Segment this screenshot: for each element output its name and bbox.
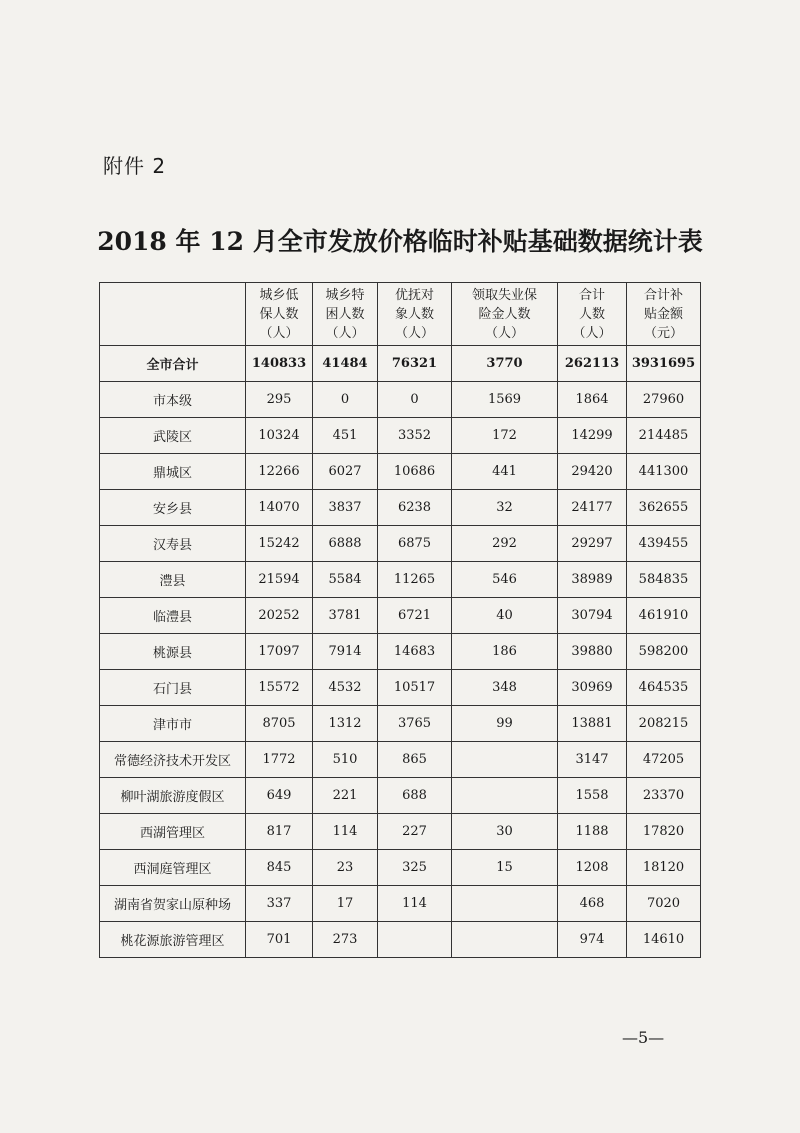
- cell-special-care: 6721: [378, 598, 452, 634]
- cell-total-people: 29297: [558, 526, 627, 562]
- cell-low-income: 8705: [246, 706, 313, 742]
- table-body: [100, 346, 701, 958]
- cell-low-income: 649: [246, 778, 313, 814]
- cell-unemployment: 292: [452, 526, 558, 562]
- cell-special-hardship: 510: [313, 742, 378, 778]
- cell-low-income: 845: [246, 850, 313, 886]
- cell-unemployment: [452, 886, 558, 922]
- cell-low-income: 12266: [246, 454, 313, 490]
- cell-total-people: 1558: [558, 778, 627, 814]
- cell-special-hardship: 221: [313, 778, 378, 814]
- cell-unemployment: 186: [452, 634, 558, 670]
- cell-region: 全市合计: [100, 346, 246, 382]
- cell-total-amount: 3931695: [627, 346, 701, 382]
- cell-total-people: 29420: [558, 454, 627, 490]
- cell-total-people: 39880: [558, 634, 627, 670]
- cell-total-people: 13881: [558, 706, 627, 742]
- cell-region: 常德经济技术开发区: [100, 742, 246, 778]
- cell-low-income: 701: [246, 922, 313, 958]
- cell-total-amount: 23370: [627, 778, 701, 814]
- cell-total-people: 468: [558, 886, 627, 922]
- cell-special-care: 227: [378, 814, 452, 850]
- cell-special-care: 865: [378, 742, 452, 778]
- cell-special-care: 11265: [378, 562, 452, 598]
- table-row: [100, 454, 701, 490]
- cell-special-care: 3352: [378, 418, 452, 454]
- cell-unemployment: 32: [452, 490, 558, 526]
- cell-unemployment: 441: [452, 454, 558, 490]
- table-row: [100, 634, 701, 670]
- cell-unemployment: 546: [452, 562, 558, 598]
- table-row: [100, 742, 701, 778]
- header-total-amount: 合计补 贴金额 （元）: [627, 283, 701, 346]
- table-row: [100, 598, 701, 634]
- table-row: [100, 922, 701, 958]
- table-row: [100, 706, 701, 742]
- statistics-table: [99, 282, 701, 958]
- cell-total-amount: 441300: [627, 454, 701, 490]
- cell-special-hardship: 1312: [313, 706, 378, 742]
- table-row: [100, 886, 701, 922]
- page-number: —5—: [622, 1028, 665, 1047]
- cell-total-people: 1864: [558, 382, 627, 418]
- cell-special-hardship: 3781: [313, 598, 378, 634]
- table-row: [100, 346, 701, 382]
- cell-total-amount: 461910: [627, 598, 701, 634]
- cell-total-people: 1208: [558, 850, 627, 886]
- cell-unemployment: 30: [452, 814, 558, 850]
- cell-total-people: 262113: [558, 346, 627, 382]
- table-row: [100, 814, 701, 850]
- cell-total-amount: 7020: [627, 886, 701, 922]
- cell-region: 柳叶湖旅游度假区: [100, 778, 246, 814]
- cell-unemployment: 99: [452, 706, 558, 742]
- cell-unemployment: 3770: [452, 346, 558, 382]
- cell-total-people: 38989: [558, 562, 627, 598]
- cell-special-care: 3765: [378, 706, 452, 742]
- cell-special-care: 14683: [378, 634, 452, 670]
- cell-region: 西洞庭管理区: [100, 850, 246, 886]
- cell-total-amount: 362655: [627, 490, 701, 526]
- cell-low-income: 1772: [246, 742, 313, 778]
- table-row: [100, 778, 701, 814]
- header-low-income: 城乡低 保人数 （人）: [246, 283, 313, 346]
- cell-region: 汉寿县: [100, 526, 246, 562]
- cell-low-income: 140833: [246, 346, 313, 382]
- cell-special-care: 688: [378, 778, 452, 814]
- cell-total-people: 30969: [558, 670, 627, 706]
- table-row: [100, 562, 701, 598]
- cell-special-hardship: 4532: [313, 670, 378, 706]
- cell-unemployment: [452, 742, 558, 778]
- cell-total-amount: 584835: [627, 562, 701, 598]
- cell-unemployment: 172: [452, 418, 558, 454]
- cell-low-income: 10324: [246, 418, 313, 454]
- cell-region: 西湖管理区: [100, 814, 246, 850]
- cell-special-care: 114: [378, 886, 452, 922]
- cell-total-amount: 208215: [627, 706, 701, 742]
- cell-total-people: 14299: [558, 418, 627, 454]
- cell-special-hardship: 0: [313, 382, 378, 418]
- cell-low-income: 15572: [246, 670, 313, 706]
- cell-unemployment: 348: [452, 670, 558, 706]
- table-header-row: [100, 283, 701, 346]
- cell-total-people: 1188: [558, 814, 627, 850]
- cell-region: 津市市: [100, 706, 246, 742]
- cell-region: 石门县: [100, 670, 246, 706]
- cell-total-people: 24177: [558, 490, 627, 526]
- cell-special-care: 6875: [378, 526, 452, 562]
- cell-special-hardship: 6027: [313, 454, 378, 490]
- table-row: [100, 382, 701, 418]
- cell-unemployment: [452, 922, 558, 958]
- cell-unemployment: 15: [452, 850, 558, 886]
- cell-total-amount: 18120: [627, 850, 701, 886]
- cell-special-hardship: 17: [313, 886, 378, 922]
- cell-low-income: 817: [246, 814, 313, 850]
- cell-region: 临澧县: [100, 598, 246, 634]
- cell-region: 鼎城区: [100, 454, 246, 490]
- cell-special-care: 6238: [378, 490, 452, 526]
- cell-special-hardship: 41484: [313, 346, 378, 382]
- cell-special-hardship: 6888: [313, 526, 378, 562]
- cell-special-hardship: 114: [313, 814, 378, 850]
- cell-unemployment: 1569: [452, 382, 558, 418]
- cell-special-hardship: 5584: [313, 562, 378, 598]
- cell-total-amount: 47205: [627, 742, 701, 778]
- cell-region: 武陵区: [100, 418, 246, 454]
- cell-low-income: 14070: [246, 490, 313, 526]
- cell-low-income: 21594: [246, 562, 313, 598]
- cell-special-care: 76321: [378, 346, 452, 382]
- cell-special-hardship: 7914: [313, 634, 378, 670]
- cell-special-care: 0: [378, 382, 452, 418]
- cell-total-amount: 14610: [627, 922, 701, 958]
- cell-total-amount: 439455: [627, 526, 701, 562]
- cell-total-amount: 598200: [627, 634, 701, 670]
- cell-low-income: 17097: [246, 634, 313, 670]
- cell-total-amount: 214485: [627, 418, 701, 454]
- document-title: 2018 年 12 月全市发放价格临时补贴基础数据统计表: [97, 227, 703, 256]
- cell-special-care: 325: [378, 850, 452, 886]
- cell-low-income: 337: [246, 886, 313, 922]
- cell-total-amount: 27960: [627, 382, 701, 418]
- cell-region: 桃源县: [100, 634, 246, 670]
- table-row: [100, 418, 701, 454]
- cell-region: 桃花源旅游管理区: [100, 922, 246, 958]
- cell-special-hardship: 3837: [313, 490, 378, 526]
- cell-total-people: 30794: [558, 598, 627, 634]
- table-row: [100, 526, 701, 562]
- cell-total-amount: 464535: [627, 670, 701, 706]
- table-row: [100, 850, 701, 886]
- header-total-people: 合计 人数 （人）: [558, 283, 627, 346]
- header-special-care: 优抚对 象人数 （人）: [378, 283, 452, 346]
- cell-region: 湖南省贺家山原种场: [100, 886, 246, 922]
- cell-region: 市本级: [100, 382, 246, 418]
- cell-special-care: [378, 922, 452, 958]
- cell-special-hardship: 273: [313, 922, 378, 958]
- header-special-hardship: 城乡特 困人数 （人）: [313, 283, 378, 346]
- header-region-blank: [100, 283, 246, 346]
- cell-total-amount: 17820: [627, 814, 701, 850]
- header-unemployment: 领取失业保 险金人数 （人）: [452, 283, 558, 346]
- cell-low-income: 20252: [246, 598, 313, 634]
- cell-total-people: 3147: [558, 742, 627, 778]
- cell-unemployment: 40: [452, 598, 558, 634]
- cell-special-care: 10517: [378, 670, 452, 706]
- cell-special-hardship: 23: [313, 850, 378, 886]
- cell-low-income: 15242: [246, 526, 313, 562]
- cell-unemployment: [452, 778, 558, 814]
- cell-special-care: 10686: [378, 454, 452, 490]
- attachment-label: 附件 2: [103, 154, 167, 178]
- cell-low-income: 295: [246, 382, 313, 418]
- cell-region: 澧县: [100, 562, 246, 598]
- cell-region: 安乡县: [100, 490, 246, 526]
- table-row: [100, 670, 701, 706]
- table-row: [100, 490, 701, 526]
- cell-total-people: 974: [558, 922, 627, 958]
- cell-special-hardship: 451: [313, 418, 378, 454]
